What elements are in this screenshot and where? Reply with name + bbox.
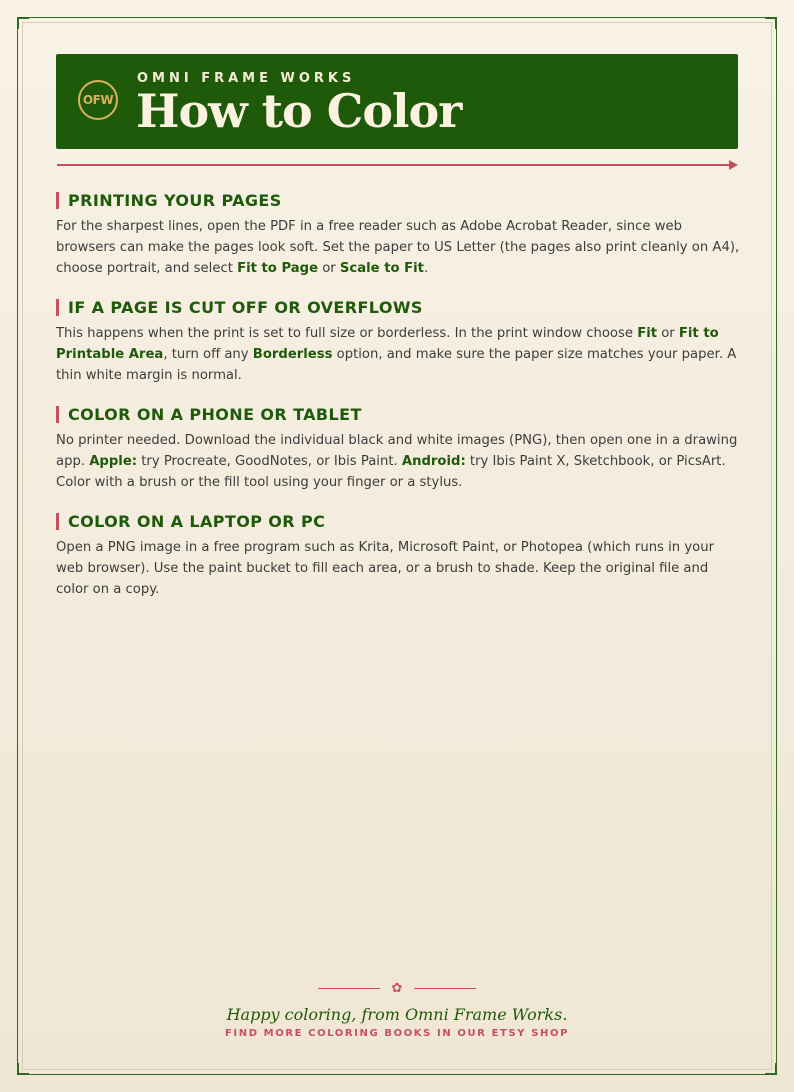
divider bbox=[414, 988, 476, 989]
section-marker bbox=[56, 192, 59, 209]
ofw-monogram-icon: OFW bbox=[78, 80, 118, 120]
section-title: COLOR ON A PHONE OR TABLET bbox=[68, 404, 362, 424]
highlight-android: Android: bbox=[401, 454, 466, 469]
section-marker bbox=[56, 513, 59, 530]
brand-name: OMNI FRAME WORKS bbox=[137, 71, 356, 86]
section-title: IF A PAGE IS CUT OFF OR OVERFLOWS bbox=[68, 297, 423, 317]
section-marker bbox=[56, 299, 59, 316]
section-laptop-pc bbox=[56, 509, 740, 600]
highlight-apple: Apple: bbox=[89, 454, 138, 469]
section-phone-tablet bbox=[56, 402, 740, 493]
section-title: PRINTING YOUR PAGES bbox=[68, 190, 282, 210]
highlight-fit: Fit bbox=[637, 326, 658, 341]
flower-icon: ✿ bbox=[391, 980, 403, 996]
footer-message: Happy coloring, from Omni Frame Works. bbox=[226, 1005, 568, 1024]
footer-ornament bbox=[0, 978, 794, 998]
section-printing bbox=[56, 188, 740, 279]
section-overflow bbox=[56, 295, 740, 386]
highlight-fit-printable: Fit to Printable Area bbox=[56, 326, 719, 362]
highlight-borderless: Borderless bbox=[252, 347, 333, 362]
page-title: How to Color bbox=[136, 84, 462, 138]
arrow-right-icon bbox=[729, 160, 738, 170]
section-text: No printer needed. Download the individual black and white images (PNG), then open one in a drawing app. Apple: try Procreate, GoodNotes, or Ibis Paint. Android: try Ibis Paint X, Sketchbook, or PicsArt. Color with a brush or the fill tool using your finger or a stylus. bbox=[56, 433, 738, 490]
divider bbox=[318, 988, 380, 989]
section-text: Open a PNG image in a free program such as Krita, Microsoft Paint, or Photopea (which runs in your web browser). Use the paint bucket to fill each area, or a brush to shade. Keep the original file and color on a copy. bbox=[56, 540, 714, 597]
instructions bbox=[56, 188, 740, 616]
section-title: COLOR ON A LAPTOP OR PC bbox=[68, 511, 326, 531]
section-text: For the sharpest lines, open the PDF in a free reader such as Adobe Acrobat Reader, since web browsers can make the pages look soft. Set the paper to US Letter (the pages also print cleanly on A4), choose portrait, and select Fit to Page or Scale to Fit. bbox=[56, 219, 740, 276]
highlight-fit-to-page: Fit to Page bbox=[237, 261, 319, 276]
footer bbox=[0, 978, 794, 1039]
highlight-scale-to-fit: Scale to Fit bbox=[339, 261, 424, 276]
section-marker bbox=[56, 406, 59, 423]
etsy-shop-link[interactable]: FIND MORE COLORING BOOKS IN OUR ETSY SHOP bbox=[224, 1028, 569, 1039]
section-text: This happens when the print is set to full size or borderless. In the print window choose Fit or Fit to Printable Area, turn off any Borderless option, and make sure the paper size matches your paper. A thin white margin is normal. bbox=[56, 326, 737, 383]
header-divider bbox=[57, 164, 729, 166]
header-banner bbox=[56, 54, 738, 149]
